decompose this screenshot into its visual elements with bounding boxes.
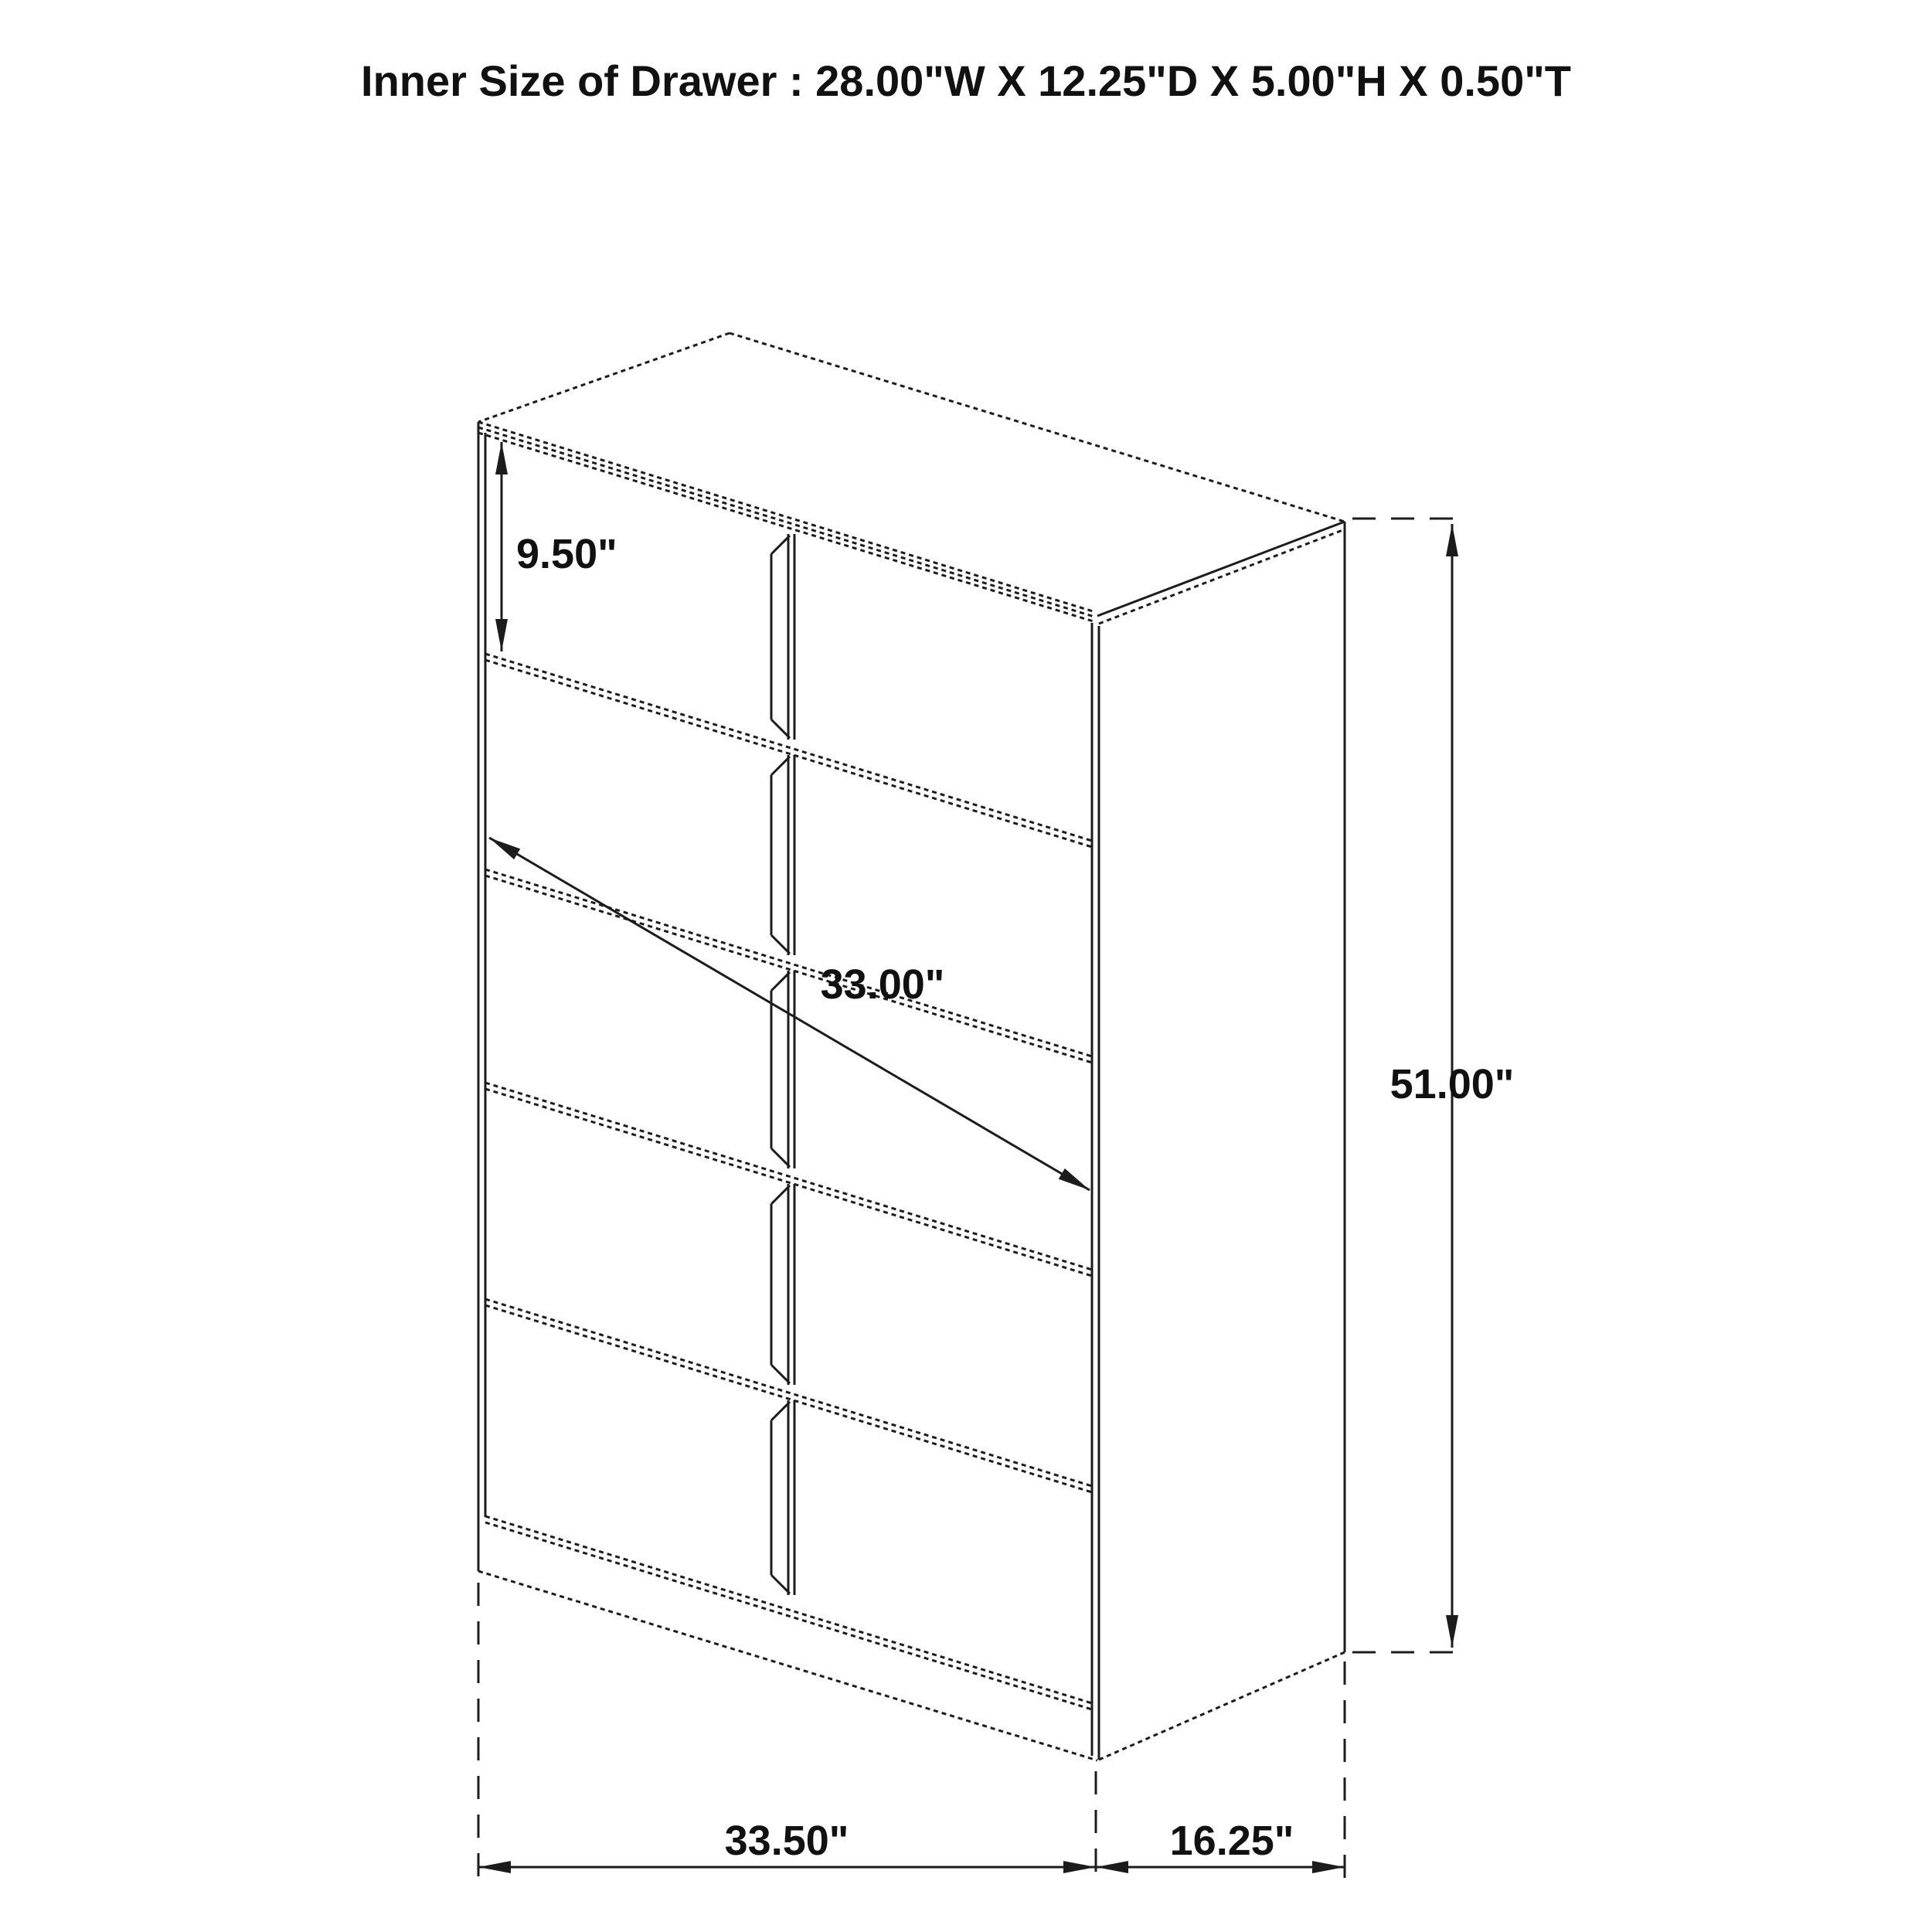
groove-bottom-chamfer — [771, 935, 790, 954]
top-band-line-1 — [478, 422, 1093, 611]
groove-top-chamfer — [771, 757, 790, 775]
dim-label-drawer-height: 9.50" — [516, 531, 617, 577]
handle-groove-1 — [771, 534, 794, 740]
vertical-edges — [478, 422, 1345, 1760]
dim-total-height — [1352, 519, 1514, 1652]
top-face-left-edge — [478, 333, 730, 422]
groove-top-chamfer — [771, 972, 790, 991]
side-top-edge — [1097, 522, 1345, 624]
dim-label-front-width: 33.00" — [820, 961, 945, 1008]
handle-groove-5 — [771, 1400, 794, 1595]
groove-top-chamfer — [771, 1402, 790, 1420]
groove-bottom-chamfer — [771, 719, 790, 738]
dim-label-base-width: 33.50" — [724, 1818, 849, 1864]
dim-label-total-height: 51.00" — [1389, 1061, 1515, 1107]
top-band-line-2 — [478, 427, 1094, 617]
side-top-edge-outer — [1097, 522, 1345, 616]
dim-base-width — [478, 1818, 1096, 1867]
base-bottom-side-edge — [1099, 1652, 1345, 1760]
dim-depth — [1096, 1818, 1345, 1867]
groove-top-chamfer — [771, 1185, 790, 1204]
handle-groove-2 — [771, 755, 794, 955]
groove-bottom-chamfer — [771, 1575, 790, 1594]
groove-bottom-chamfer — [771, 1148, 790, 1167]
handle-groove-3 — [771, 971, 794, 1168]
groove-bottom-chamfer — [771, 1365, 790, 1383]
base-bottom-front-edge — [478, 1571, 1097, 1760]
dim-label-depth: 16.25" — [1169, 1818, 1294, 1864]
dim-top-drawer-height — [502, 442, 617, 651]
dimension-annotations — [478, 442, 1514, 1879]
side-top-edge-inner — [1099, 529, 1345, 624]
groove-top-chamfer — [771, 536, 790, 554]
drawing-title: Inner Size of Drawer : 28.00"W X 12.25"D X 5.00"H X 0.50"T — [361, 56, 1571, 105]
cabinet-top-face — [478, 333, 1345, 522]
top-face-back-edge — [730, 333, 1345, 522]
handle-groove-4 — [771, 1184, 794, 1385]
handle-grooves — [771, 534, 794, 1595]
